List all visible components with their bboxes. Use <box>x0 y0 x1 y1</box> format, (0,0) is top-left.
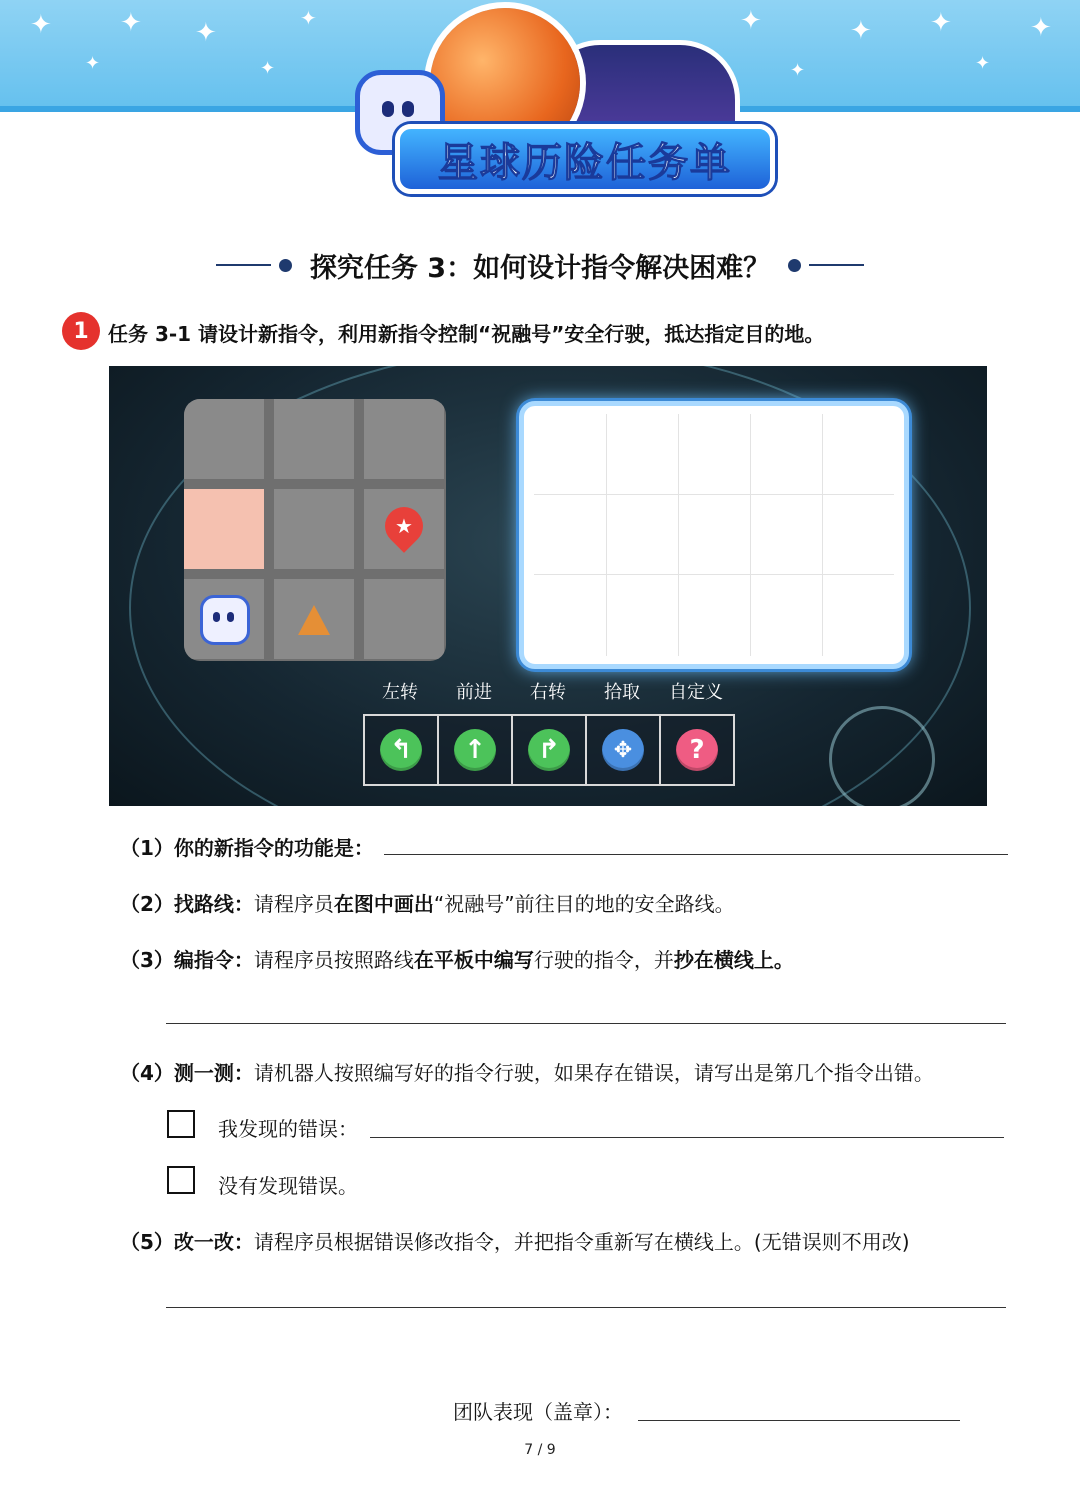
turn-right-button[interactable] <box>511 714 587 786</box>
question-5-text: 请程序员根据错误修改指令，并把指令重新写在横线上。(无错误则不用改) <box>253 1230 910 1254</box>
grid-line <box>606 414 607 656</box>
question-3-title: 编指令： <box>173 948 254 972</box>
question-4-text: 请机器人按照编写好的指令行驶，如果存在错误，请写出是第几个指令出错。 <box>253 1061 934 1085</box>
map-tile[interactable] <box>274 399 354 479</box>
turn-right-icon: ↱ <box>528 729 570 771</box>
question-2-text-a: 请程序员 <box>253 892 334 916</box>
task-description: 任务 3-1 请设计新指令，利用新指令控制“祝融号”安全行驶，抵达指定目的地。 <box>108 322 825 346</box>
destination-pin-icon <box>377 499 431 553</box>
hud-gauge-graphic <box>829 706 935 806</box>
map-tile[interactable] <box>184 399 264 479</box>
title-dot-right <box>788 259 801 272</box>
star-icon: ✦ <box>850 16 872 46</box>
turn-left-icon: ↰ <box>380 729 422 771</box>
question-3-number: （3） <box>120 948 174 972</box>
star-icon: ✦ <box>260 58 276 79</box>
command-label-forward: 前进 <box>456 682 492 703</box>
star-icon: ✦ <box>300 6 317 30</box>
forward-button[interactable] <box>437 714 513 786</box>
question-2-title: 找路线： <box>173 892 254 916</box>
map-tile[interactable] <box>364 399 444 479</box>
question-3-emphasis-b: 抄在横线上。 <box>673 948 794 972</box>
question-5 <box>120 1226 910 1255</box>
team-performance-label: 团队表现（盖章）： <box>453 1400 623 1424</box>
code-screen-grid <box>534 414 894 656</box>
answer-line-1[interactable] <box>384 854 1008 855</box>
title-dot-left <box>279 259 292 272</box>
question-2 <box>120 888 735 917</box>
robot-eye <box>382 101 394 117</box>
page-number: 7 / 9 <box>524 1442 556 1458</box>
command-label-pickup: 拾取 <box>604 682 640 703</box>
question-2-text-b: “祝融号”前往目的地的安全路线。 <box>433 892 735 916</box>
turn-left-button[interactable] <box>363 714 439 786</box>
map-tile-destination[interactable] <box>364 489 444 569</box>
map-tile-obstacle[interactable] <box>274 579 354 659</box>
star-icon: ✦ <box>975 53 991 74</box>
star-icon: ✦ <box>740 6 762 36</box>
robot-eye <box>227 612 234 622</box>
question-1-title: 你的新指令的功能是： <box>173 836 374 860</box>
question-3 <box>120 944 794 973</box>
code-screen <box>519 401 909 669</box>
star-icon: ✦ <box>930 8 952 38</box>
answer-line-5[interactable] <box>166 1307 1006 1308</box>
star-icon: ✦ <box>195 18 217 48</box>
task-number-badge: 1 <box>62 312 100 350</box>
stamp-line[interactable] <box>638 1420 960 1421</box>
no-error-checkbox[interactable] <box>167 1166 195 1194</box>
grid-line <box>534 574 894 575</box>
star-icon: ✦ <box>120 8 142 38</box>
question-2-number: （2） <box>120 892 174 916</box>
question-4-number: （4） <box>120 1061 174 1085</box>
grid-line <box>750 414 751 656</box>
question-4-title: 测一测： <box>173 1061 254 1085</box>
rover-robot-icon <box>200 595 250 645</box>
question-1 <box>120 832 374 861</box>
forward-arrow-icon: ↑ <box>454 729 496 771</box>
command-label-turn-left: 左转 <box>382 682 418 703</box>
star-icon: ✦ <box>30 10 52 40</box>
star-icon: ✦ <box>85 53 101 74</box>
command-label-turn-right: 右转 <box>530 682 566 703</box>
star-icon: ✦ <box>790 60 806 81</box>
command-label-custom: 自定义 <box>669 682 723 703</box>
pickup-icon: ✥ <box>602 729 644 771</box>
logo-title: 星球历险任务单 <box>395 124 775 194</box>
found-error-checkbox[interactable] <box>167 1110 195 1138</box>
section-title-text: 探究任务 3：如何设计指令解决困难？ <box>309 252 771 284</box>
answer-line-3[interactable] <box>166 1023 1006 1024</box>
map-tile[interactable] <box>274 489 354 569</box>
question-mark-icon: ? <box>676 729 718 771</box>
question-3-emphasis-a: 在平板中编写 <box>413 948 534 972</box>
grid-line <box>678 414 679 656</box>
question-1-number: （1） <box>120 836 174 860</box>
error-answer-line[interactable] <box>370 1137 1004 1138</box>
grid-line <box>822 414 823 656</box>
title-line-left <box>216 264 271 266</box>
robot-eye <box>213 612 220 622</box>
no-error-label: 没有发现错误。 <box>218 1174 358 1198</box>
robot-eye <box>402 101 414 117</box>
found-error-label: 我发现的错误： <box>218 1117 358 1141</box>
game-panel <box>109 366 987 806</box>
star-icon: ✦ <box>1030 13 1052 43</box>
grid-line <box>534 494 894 495</box>
question-3-text-b: 行驶的指令，并 <box>533 948 674 972</box>
map-tile-rover[interactable] <box>184 579 264 659</box>
question-4 <box>120 1057 934 1086</box>
map-grid <box>184 399 446 661</box>
question-2-emphasis: 在图中画出 <box>333 892 434 916</box>
title-line-right <box>809 264 864 266</box>
question-5-number: （5） <box>120 1230 174 1254</box>
question-3-text-a: 请程序员按照路线 <box>253 948 414 972</box>
section-title <box>0 240 1080 290</box>
map-tile-pink[interactable] <box>184 489 264 569</box>
question-5-title: 改一改： <box>173 1230 254 1254</box>
pickup-button[interactable] <box>585 714 661 786</box>
custom-command-button[interactable] <box>659 714 735 786</box>
map-tile[interactable] <box>364 579 444 659</box>
rock-obstacle-icon <box>298 605 330 635</box>
